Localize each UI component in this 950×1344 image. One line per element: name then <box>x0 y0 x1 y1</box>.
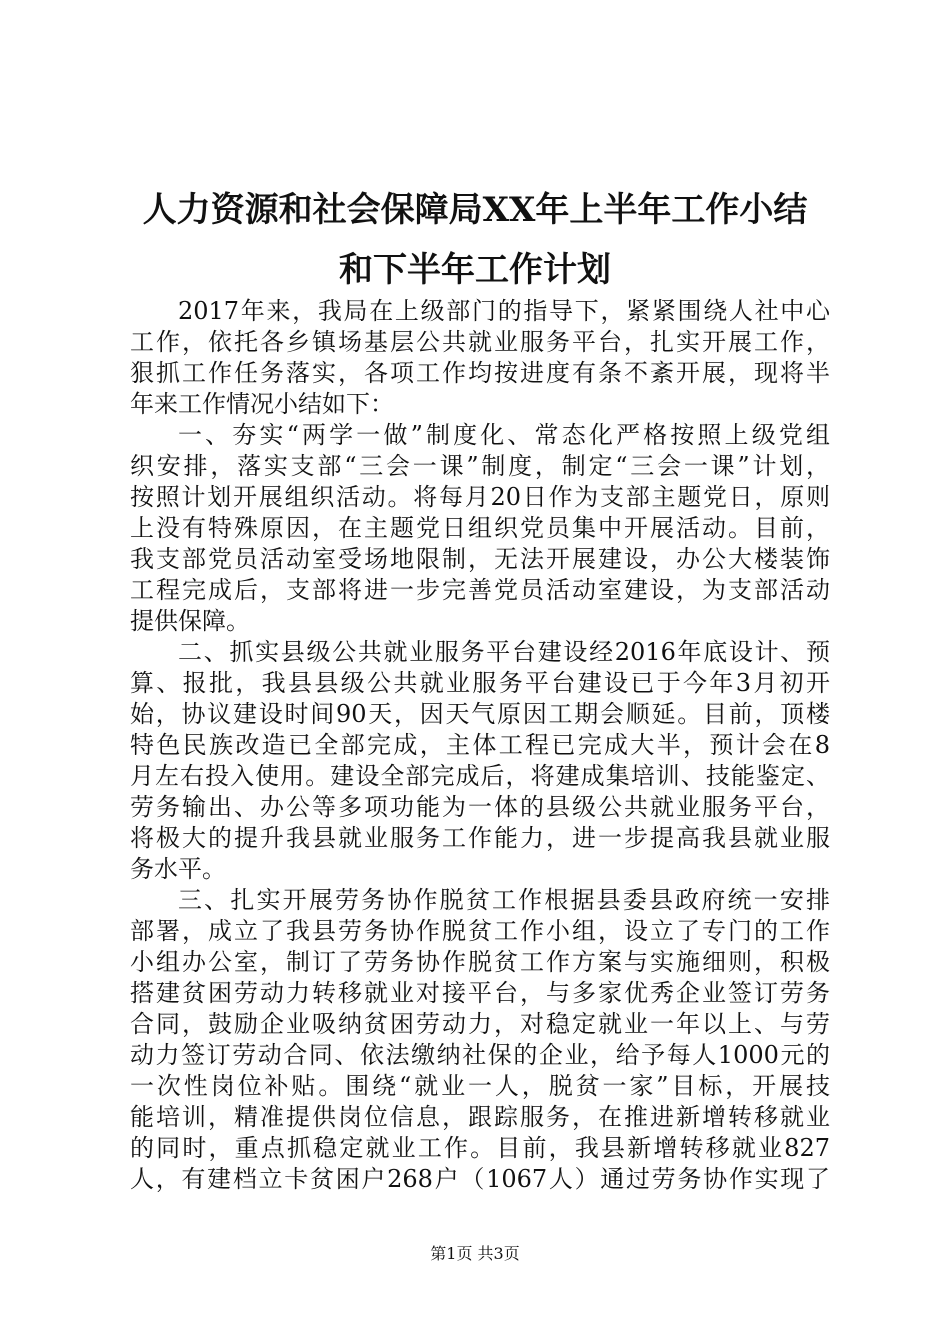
body-text-line: 三、扎实开展劳务协作脱贫工作根据县委县政府统一安排 <box>178 886 830 914</box>
body-text-line: 2017年来，我局在上级部门的指导下，紧紧围绕人社中心 <box>178 297 830 325</box>
page-number-footer: 第1页 共3页 <box>430 1244 520 1263</box>
body-text-line: 二、抓实县级公共就业服务平台建设经2016年底设计、预 <box>178 638 830 666</box>
body-text-line: 织安排，落实支部“三会一课”制度，制定“三会一课”计划， <box>130 452 830 480</box>
body-text-line: 我支部党员活动室受场地限制，无法开展建设，办公大楼装饰 <box>130 545 830 573</box>
body-text-line: 月左右投入使用。建设全部完成后，将建成集培训、技能鉴定、 <box>130 762 830 790</box>
body-text-line: 工程完成后，支部将进一步完善党员活动室建设，为支部活动 <box>130 576 830 604</box>
body-text-line: 年来工作情况小结如下： <box>130 390 394 418</box>
body-text-line: 人，有建档立卡贫困户268户（1067人）通过劳务协作实现了 <box>130 1165 830 1193</box>
body-text-line: 特色民族改造已全部完成，主体工程已完成大半，预计会在8 <box>130 731 830 759</box>
body-text-line: 部署，成立了我县劳务协作脱贫工作小组，设立了专门的工作 <box>130 917 830 945</box>
document-title-line-1: 人力资源和社会保障局XX年上半年工作小结 <box>142 190 808 230</box>
body-text-line: 提供保障。 <box>130 607 250 635</box>
body-text-line: 一次性岗位补贴。围绕“就业一人，脱贫一家”目标，开展技 <box>130 1072 830 1100</box>
body-text-line: 上没有特殊原因，在主题党日组织党员集中开展活动。目前， <box>130 514 830 542</box>
body-text-line: 劳务输出、办公等多项功能为一体的县级公共就业服务平台， <box>130 793 830 821</box>
body-text-line: 的同时，重点抓稳定就业工作。目前，我县新增转移就业827 <box>130 1134 830 1162</box>
body-text-line: 小组办公室，制订了劳务协作脱贫工作方案与实施细则，积极 <box>130 948 830 976</box>
body-text-line: 能培训，精准提供岗位信息，跟踪服务，在推进新增转移就业 <box>130 1103 830 1131</box>
body-text-line: 一、夯实“两学一做”制度化、常态化严格按照上级党组 <box>178 421 830 449</box>
body-text-line: 狠抓工作任务落实，各项工作均按进度有条不紊开展，现将半 <box>130 359 830 387</box>
body-text-line: 合同，鼓励企业吸纳贫困劳动力，对稳定就业一年以上、与劳 <box>130 1010 830 1038</box>
body-text-line: 搭建贫困劳动力转移就业对接平台，与多家优秀企业签订劳务 <box>130 979 830 1007</box>
body-text-line: 始，协议建设时间90天，因天气原因工期会顺延。目前，顶楼 <box>130 700 830 728</box>
document-body <box>130 296 830 1195</box>
body-text-line: 算、报批，我县县级公共就业服务平台建设已于今年3月初开 <box>130 669 830 697</box>
body-text-line: 动力签订劳动合同、依法缴纳社保的企业，给予每人1000元的 <box>130 1041 830 1069</box>
body-text-line: 按照计划开展组织活动。将每月20日作为支部主题党日，原则 <box>130 483 830 511</box>
body-text-line: 务水平。 <box>130 855 226 883</box>
body-text-line: 工作，依托各乡镇场基层公共就业服务平台，扎实开展工作， <box>130 328 830 356</box>
document-title-line-2: 和下半年工作计划 <box>339 250 611 290</box>
body-text-line: 将极大的提升我县就业服务工作能力，进一步提高我县就业服 <box>130 824 830 852</box>
